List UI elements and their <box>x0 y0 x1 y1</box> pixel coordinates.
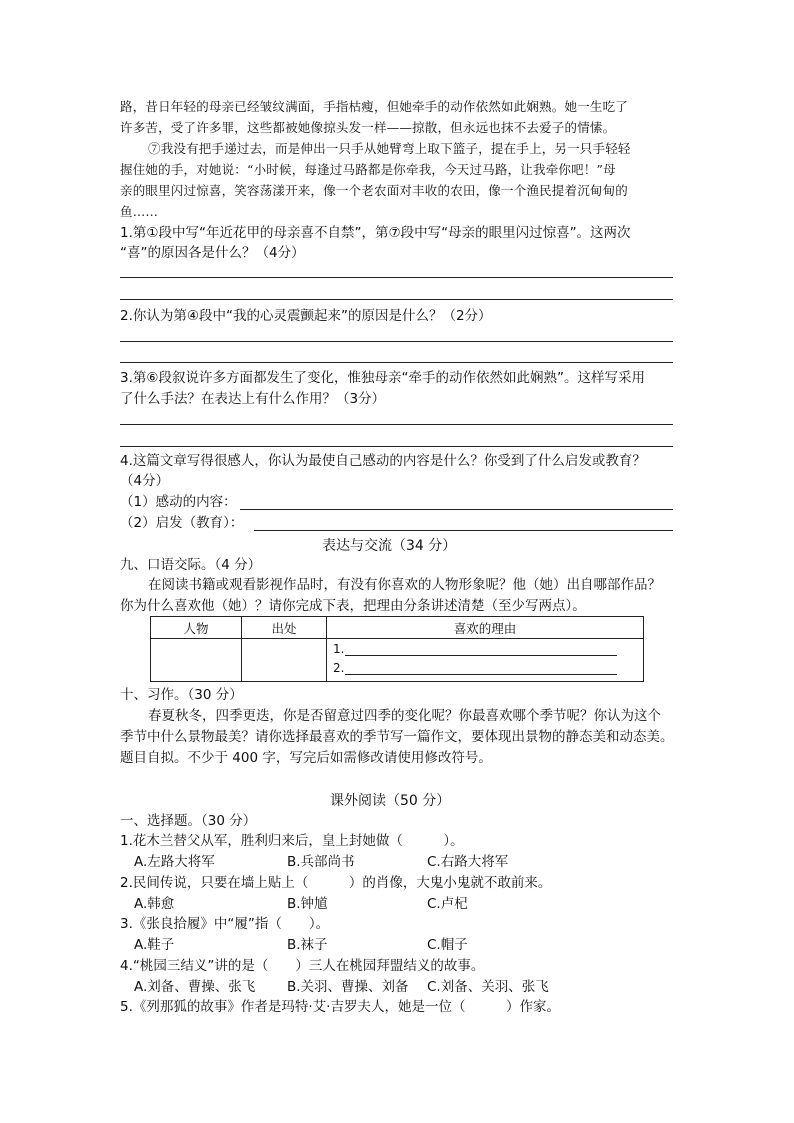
section-title-expression: 表达与交流（34 分） <box>322 538 457 554</box>
option-b[interactable]: B.关羽、曹操、刘备 <box>287 979 409 995</box>
question-3: 3.第⑥段叙说许多方面都发生了变化，惟独母亲“牵手的动作依然如此娴熟”。这样写采用 <box>120 370 645 386</box>
ten-prompt-cont: 季节中什么景物最美？请你选择最喜欢的季节写一篇作文，要体现出景物的静态美和动态美。 <box>120 729 674 745</box>
option-a[interactable]: A.韩愈 <box>134 896 175 912</box>
nine-prompt: 在阅读书籍或观看影视作品时，有没有你喜欢的人物形象呢？他（她）出自哪部作品？ <box>148 577 661 593</box>
question-1: 1.第①段中写“年近花甲的母亲喜不自禁”，第⑦段中写“母亲的眼里闪过惊喜”。这两次 <box>120 225 631 241</box>
option-b[interactable]: B.钟馗 <box>287 896 328 912</box>
reason-2-label: 2. <box>333 661 345 675</box>
nine-heading: 九、口语交际。（4 分） <box>120 557 262 573</box>
answer-line[interactable] <box>120 277 673 278</box>
q4-inspiration-label: （2）启发（教育）： <box>120 515 244 531</box>
answer-line[interactable] <box>120 424 673 425</box>
passage-line: 握住她的手，对她说：“小时候，每逢过马路都是你牵我，今天过马路，让我牵你吧！”母 <box>120 162 616 177</box>
choice-question-1: 1.花木兰替父从军，胜利归来后，皇上封她做（ ）。 <box>120 833 464 849</box>
reason-1-label: 1. <box>333 642 345 656</box>
option-a[interactable]: A.鞋子 <box>134 937 175 953</box>
option-c[interactable]: C.刘备、关羽、张飞 <box>427 979 549 995</box>
passage-line: 路，昔日年轻的母亲已经皱纹满面，手指枯瘦，但她牵手的动作依然如此娴熟。她一生吃了 <box>120 99 629 114</box>
option-c[interactable]: C.帽子 <box>427 937 468 953</box>
question-4: 4.这篇文章写得很感人，你认为最使自己感动的内容是什么？你受到了什么启发或教育？ <box>120 453 646 469</box>
option-c[interactable]: C.卢杞 <box>427 896 468 912</box>
table-header-reason: 喜欢的理由 <box>327 617 644 639</box>
ten-heading: 十、习作。（30 分） <box>120 687 243 703</box>
section-title-reading: 课外阅读（50 分） <box>330 793 451 809</box>
option-a[interactable]: A.左路大将军 <box>134 854 215 870</box>
table-header-character: 人物 <box>151 617 242 639</box>
answer-line[interactable] <box>120 446 673 447</box>
reason-cell[interactable] <box>327 639 644 682</box>
q4-touching-line[interactable] <box>240 509 673 510</box>
reason-1-line[interactable] <box>345 655 617 656</box>
table-header-source: 出处 <box>242 617 327 639</box>
answer-line[interactable] <box>120 299 673 300</box>
choice-question-5: 5.《列那狐的故事》作者是玛特·艾·吉罗夫人，她是一位（ ）作家。 <box>120 999 560 1015</box>
question-2: 2.你认为第④段中“我的心灵震颤起来”的原因是什么？（2分） <box>120 308 492 324</box>
choice-question-4: 4.“桃园三结义”讲的是（ ）三人在桃园拜盟结义的故事。 <box>120 958 485 974</box>
passage-line: 鱼…… <box>120 204 159 219</box>
option-b[interactable]: B.袜子 <box>287 937 328 953</box>
ten-prompt: 春夏秋冬，四季更迭，你是否留意过四季的变化呢？你最喜欢哪个季节呢？你认为这个 <box>148 708 661 724</box>
passage-line: 许多苦，受了许多罪，这些都被她像掠头发一样——掠散，但永远也抹不去爱子的情愫。 <box>120 120 616 135</box>
character-table <box>150 616 644 682</box>
nine-prompt-cont: 你为什么喜欢他（她）？请你完成下表，把理由分条讲述清楚（至少写两点）。 <box>120 598 586 614</box>
option-c[interactable]: C.右路大将军 <box>427 854 509 870</box>
answer-line[interactable] <box>120 341 673 342</box>
choice-question-2: 2.民间传说，只要在墙上贴上（ ）的肖像，大鬼小鬼就不敢前来。 <box>120 875 552 891</box>
passage-line: ⑦我没有把手递过去，而是伸出一只手从她臂弯上取下篮子，提在手上，另一只手轻轻 <box>148 141 631 156</box>
choice-question-3: 3.《张良拾履》中“履”指（ ）。 <box>120 916 330 932</box>
question-3-cont: 了什么手法？在表达上有什么作用？（3分） <box>120 391 386 407</box>
character-cell[interactable] <box>151 639 242 682</box>
q4-inspiration-line[interactable] <box>254 530 673 531</box>
ten-prompt-cont: 题目自拟。不少于 400 字，写完后如需修改请使用修改符号。 <box>120 750 492 766</box>
option-a[interactable]: A.刘备、曹操、张飞 <box>134 979 256 995</box>
option-b[interactable]: B.兵部尚书 <box>287 854 355 870</box>
answer-line[interactable] <box>120 362 673 363</box>
choice-heading: 一、选择题。（30 分） <box>120 813 257 829</box>
source-cell[interactable] <box>242 639 327 682</box>
reason-2-line[interactable] <box>345 674 617 675</box>
q4-touching-label: （1）感动的内容： <box>120 494 237 510</box>
passage-line: 亲的眼里闪过惊喜，笑容荡漾开来，像一个老农面对丰收的农田，像一个渔民提着沉甸甸的 <box>120 183 629 198</box>
question-4-cont: （4分） <box>120 473 170 489</box>
question-1-cont: “喜”的原因各是什么？（4分） <box>120 245 305 261</box>
